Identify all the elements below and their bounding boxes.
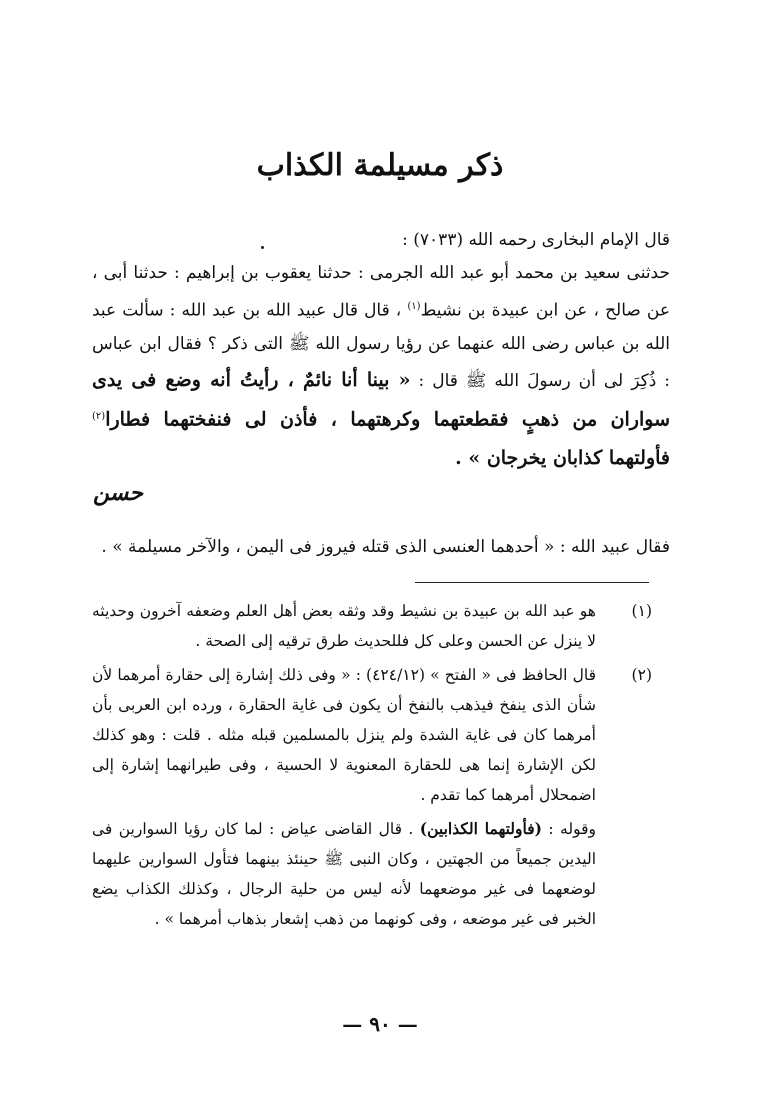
chapter-title: ذكر مسيلمة الكذاب — [256, 148, 504, 183]
footnote-2-continued — [92, 814, 652, 934]
footnote-marker-1: (١) — [407, 301, 421, 312]
hadith-text-end: فأولتهما كذابان يخرجان » . — [455, 447, 670, 470]
footnote-divider — [415, 582, 649, 583]
footnote-number: (١) — [631, 602, 652, 620]
explanation-line: فقال عبيد الله : « أحدهما العنسى الذى قتله فيروز فى اليمن ، والآخر مسيلمة » . — [101, 537, 670, 557]
intro-section — [92, 224, 670, 478]
quote-commentary: . قال القاضى عياض : لما كان رؤيا السوارين فى اليدين جميعاً من الجهتين ، وكان النبى ﷺ حينئذ بينهما فتأول السوارين عليهما لوضعهما فى غير موضعهما لأنه ليس من حلية الرجال ، وكذلك الكذاب يضع الخبر فى غير موضعه ، وفى كونهما من ذهب إشعار بذهاب أمرهما » . — [92, 820, 596, 928]
footnote-marker-2: (٢) — [92, 410, 106, 422]
hadith-text: « بينا أنا نائمٌ ، رأيتُ أنه وضع فى يدى سواران من ذهبٍ فقطعتهما وكرهتهما ، فأذن لى فنفختهما فطارا — [92, 368, 670, 431]
isnad-chain: حدثنى سعيد بن محمد أبو عبد الله الجرمى : حدثنا يعقوب بن إبراهيم : حدثنا أبى ، عن صالح ، عن ابن عبيدة بن نشيط — [92, 263, 671, 321]
attribution-line: قال الإمام البخارى رحمه الله (٧٠٣٣) : — [402, 230, 670, 250]
footnote-text: هو عبد الله بن عبيدة بن نشيط وقد وثقه بعض أهل العلم وضعفه آخرون وحديثه لا ينزل عن الحسن وعلى كل فللحديث طرق ترقيه إلى الصحة . — [92, 602, 596, 650]
quote-lead: وقوله : — [548, 820, 596, 838]
quote-phrase: (فأولتهما الكذابين) — [419, 819, 542, 838]
hadith-grade: حسن — [93, 480, 143, 506]
footnotes — [92, 596, 652, 934]
page-number: — ٩٠ — — [342, 1012, 418, 1036]
footnote-number: (٢) — [631, 666, 652, 684]
footnote-1 — [92, 596, 652, 656]
isnad-chain-continued: ، قال قال عبيد الله بن عبد الله : سألت عبد الله بن عباس رضى الله عنهما عن رؤيا رسول الله ﷺ التى ذكر ؟ فقال ابن عباس : ذُكِرَ لى أن رسولَ الله ﷺ قال : — [92, 300, 671, 391]
footnote-text: قال الحافظ فى « الفتح » (٤٢٤/١٢) : « وفى ذلك إشارة إلى حقارة أمرهما لأن شأن الذى ينفخ فيذهب بالنفخ أن يكون فى غاية الحقارة ، ورده ابن العربى بأن أمرهما كان فى غاية الشدة ولم ينزل بالمسلمين قبله مثله . قلت : وهو كذلك لكن الإشارة إنما هى للحقارة المعنوية لا الحسية ، وفى طيرانهما إشارة إلى اضمحلال أمرهما كما تقدم . — [92, 666, 596, 804]
hadith-paragraph — [92, 257, 670, 478]
footnote-2 — [92, 660, 652, 810]
